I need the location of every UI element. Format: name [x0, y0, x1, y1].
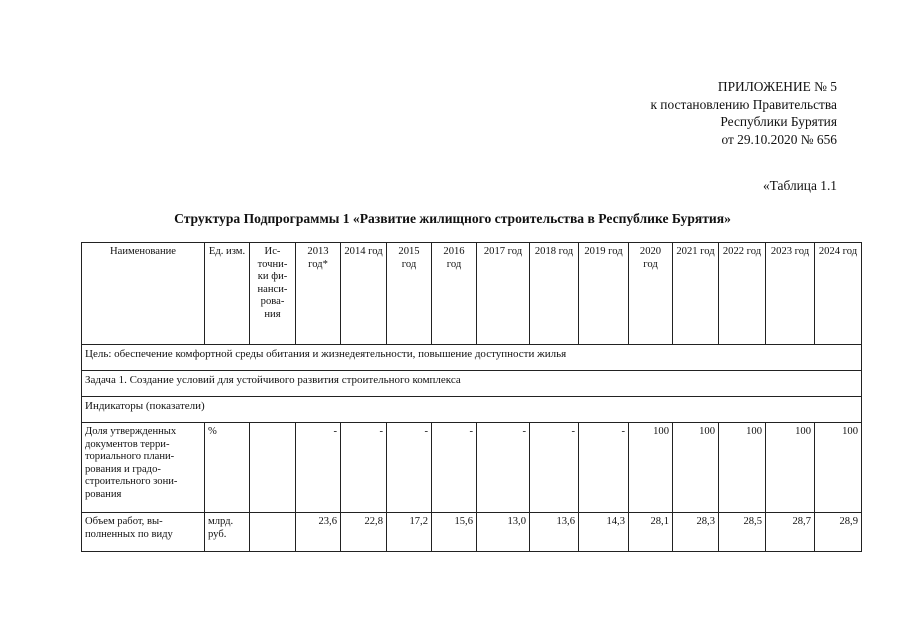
row-value: - — [530, 423, 579, 513]
row-value: 15,6 — [432, 513, 477, 552]
row-value: 100 — [719, 423, 766, 513]
header-source: Ис-точни-ки фи-нанси-рова-ния — [250, 243, 296, 345]
row-unit: % — [205, 423, 250, 513]
row-value: 100 — [815, 423, 862, 513]
row-value: 28,5 — [719, 513, 766, 552]
row-value: - — [477, 423, 530, 513]
row-value: 28,3 — [673, 513, 719, 552]
row-source — [250, 423, 296, 513]
row-value: 13,6 — [530, 513, 579, 552]
header-unit: Ед. изм. — [205, 243, 250, 345]
table-row — [82, 423, 862, 513]
row-value: 22,8 — [341, 513, 387, 552]
goal-row — [82, 345, 862, 371]
goal-text: Цель: обеспечение комфортной среды обитания и жизнедеятельности, повышение доступности жилья — [82, 345, 862, 371]
header-year: 2018 год — [530, 243, 579, 345]
header-year: 2022 год — [719, 243, 766, 345]
annex-block — [650, 78, 837, 148]
row-value: - — [432, 423, 477, 513]
table-row — [82, 513, 862, 552]
page-title: Структура Подпрограммы 1 «Развитие жилищного строительства в Республике Бурятия» — [174, 211, 731, 226]
row-unit: млрд. руб. — [205, 513, 250, 552]
annex-decree-ref: к постановлению Правительства — [650, 96, 837, 112]
row-name: Доля утвержденных документов терри-ториального плани-рования и градо-строительного зони-рования — [82, 423, 205, 513]
row-value: - — [387, 423, 432, 513]
header-year: 2017 год — [477, 243, 530, 345]
indicators-row — [82, 397, 862, 423]
row-value: 14,3 — [579, 513, 629, 552]
header-year: 2020 год — [629, 243, 673, 345]
annex-number: ПРИЛОЖЕНИЕ № 5 — [717, 79, 837, 94]
header-name: Наименование — [82, 243, 205, 345]
task-row — [82, 371, 862, 397]
row-value: 13,0 — [477, 513, 530, 552]
structure-table — [81, 242, 862, 552]
row-value: - — [579, 423, 629, 513]
annex-republic: Республики Бурятия — [720, 114, 837, 129]
row-source — [250, 513, 296, 552]
row-value: - — [296, 423, 341, 513]
header-year: 2024 год — [815, 243, 862, 345]
row-value: 17,2 — [387, 513, 432, 552]
header-year: 2021 год — [673, 243, 719, 345]
header-year: 2023 год — [766, 243, 815, 345]
row-value: 100 — [673, 423, 719, 513]
page-bottom — [0, 565, 905, 640]
header-year: 2014 год — [341, 243, 387, 345]
row-value: - — [341, 423, 387, 513]
row-value: 28,1 — [629, 513, 673, 552]
header-row — [82, 243, 862, 345]
header-year: 2019 год — [579, 243, 629, 345]
header-year: 2013 год* — [296, 243, 341, 345]
row-value: 28,7 — [766, 513, 815, 552]
header-year: 2015 год — [387, 243, 432, 345]
row-value: 28,9 — [815, 513, 862, 552]
annex-date: от 29.10.2020 № 656 — [721, 131, 837, 147]
header-year: 2016 год — [432, 243, 477, 345]
row-value: 100 — [766, 423, 815, 513]
table-reference: «Таблица 1.1 — [762, 178, 837, 193]
task-text: Задача 1. Создание условий для устойчивого развития строительного комплекса — [82, 371, 862, 397]
row-value: 100 — [629, 423, 673, 513]
row-name: Объем работ, вы-полненных по виду — [82, 513, 205, 552]
row-value: 23,6 — [296, 513, 341, 552]
indicators-text: Индикаторы (показатели) — [82, 397, 862, 423]
